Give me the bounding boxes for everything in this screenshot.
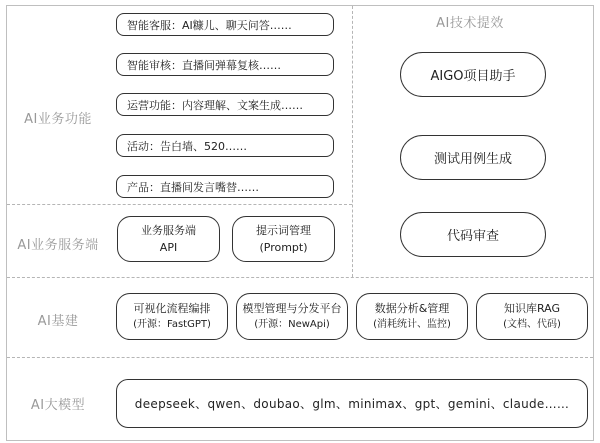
- service-api-title: 业务服务端: [141, 224, 196, 237]
- section-label-functions: AI业务功能: [24, 112, 92, 127]
- function-operations: 运营功能：内容理解、文案生成……: [116, 93, 334, 116]
- function-smart-review: 智能审核：直播间弹幕复核……: [116, 53, 334, 76]
- function-product: 产品：直播间发言嘴替……: [116, 175, 334, 198]
- divider-infra-models: [7, 357, 593, 358]
- service-prompt-sub: (Prompt): [259, 241, 308, 254]
- section-label-models: AI大模型: [30, 398, 86, 413]
- models-list-box: [116, 379, 588, 428]
- infra-knowledge-rag: [476, 293, 588, 340]
- infra-rag-title: 知识库RAG: [503, 302, 561, 315]
- divider-functions-service: [7, 204, 352, 205]
- tech-test-case-generation: 测试用例生成: [400, 135, 546, 180]
- divider-tech-column: [352, 6, 353, 277]
- infra-flow-orchestration: [116, 293, 228, 340]
- models-list-text: deepseek、qwen、doubao、glm、minimax、gpt、gemini、claude……: [134, 397, 570, 411]
- service-prompt: [232, 216, 335, 262]
- infra-model-platform: [236, 293, 348, 340]
- function-smart-service: 智能客服：AI糠儿、聊天问答……: [116, 13, 334, 36]
- infra-flow-sub: (开源：FastGPT): [133, 319, 211, 330]
- infra-rag-sub: (文档、代码): [503, 319, 561, 330]
- infra-model-sub: (开源：NewApi): [254, 319, 330, 330]
- divider-service-infra: [7, 277, 593, 278]
- service-prompt-title: 提示词管理: [256, 224, 311, 237]
- section-label-service: AI业务服务端: [17, 238, 99, 253]
- section-label-infra: AI基建: [37, 314, 79, 329]
- infra-data-analysis: [356, 293, 468, 340]
- infra-flow-title: 可视化流程编排: [133, 302, 211, 315]
- infra-data-sub: (消耗统计、监控): [373, 319, 451, 330]
- tech-aigo-assistant: AIGO项目助手: [400, 52, 546, 97]
- infra-data-title: 数据分析&管理: [374, 302, 450, 315]
- infra-model-title: 模型管理与分发平台: [242, 302, 342, 315]
- function-activities: 活动：告白墙、520……: [116, 134, 334, 157]
- section-label-tech: AI技术提效: [436, 16, 504, 31]
- service-api-sub: API: [159, 241, 178, 254]
- service-api: [117, 216, 220, 262]
- tech-code-review: 代码审查: [400, 212, 546, 257]
